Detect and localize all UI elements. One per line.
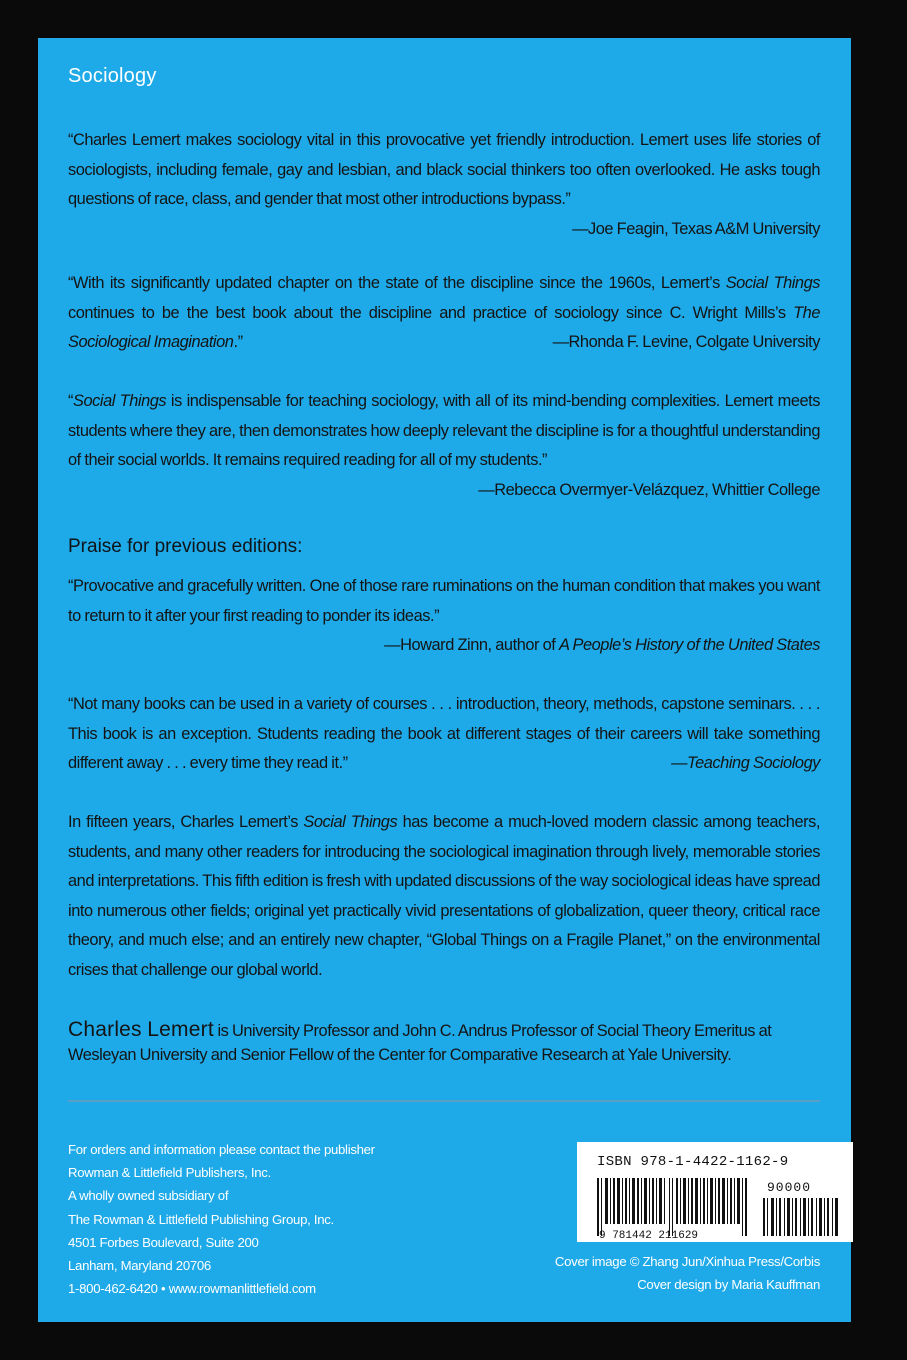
isbn-barcode [577, 1142, 853, 1242]
publisher-line: Rowman & Littlefield Publishers, Inc. [68, 1165, 271, 1181]
price-barcode-icon [763, 1198, 839, 1236]
attribution-prefix: — [671, 754, 688, 772]
quote-attribution [68, 631, 820, 661]
book-description [68, 808, 820, 985]
book-title: The Sociological Imagination [68, 303, 820, 351]
price-code: 90000 [767, 1180, 812, 1195]
previous-quote-1 [68, 572, 820, 661]
attribution-title: A People’s History of the United States [559, 636, 820, 654]
bio-text: is University Professor and John C. Andrus Professor of Social Theory Emeritus at Wesleyan University and Senior Fellow of the Center for Comparative Research at Yale University. [68, 1022, 772, 1064]
quote-attribution: —Rebecca Overmyer-Velázquez, Whittier College [478, 480, 820, 499]
barcode-bars-icon [595, 1178, 755, 1236]
review-quote-3 [68, 387, 820, 505]
publisher-line: 1-800-462-6420 • www.rowmanlittlefield.com [68, 1281, 316, 1297]
publisher-line: Lanham, Maryland 20706 [68, 1258, 211, 1274]
book-title: Social Things [725, 274, 820, 292]
publisher-line: For orders and information please contact the publisher [68, 1142, 375, 1157]
isbn-text: ISBN 978-1-4422-1162-9 [597, 1154, 789, 1170]
publisher-line: The Rowman & Littlefield Publishing Group, Inc. [68, 1211, 334, 1227]
quote-attribution: —Rhonda F. Levine, Colgate University [552, 333, 820, 351]
author-bio [68, 1018, 820, 1067]
divider [68, 1100, 820, 1102]
cover-credits [555, 1250, 820, 1296]
attribution-prefix: —Howard Zinn, author of [384, 636, 560, 654]
quote-text: “ [68, 392, 74, 410]
previous-editions-heading: Praise for previous editions: [68, 536, 303, 557]
book-title: Social Things [73, 392, 167, 410]
cover-design-credit: Cover design by Maria Kauffman [637, 1277, 820, 1292]
review-quote-2 [68, 269, 820, 358]
back-cover [38, 38, 851, 1322]
cover-image-credit: Cover image © Zhang Jun/Xinhua Press/Corbis [554, 1254, 820, 1269]
quote-text: is indispensable for teaching sociology, with all of its mind-bending complexities. Lemert meets students where they are, then demonstrates how deeply relevant the discipline is for a thoughtful understanding of their social worlds. It remains required reading for all of my students.” [68, 392, 820, 469]
quote-text: continues to be the best book about the discipline and practice of sociology since C. Wright Mills’s [68, 303, 794, 322]
description-text: In fifteen years, Charles Lemert’s [68, 813, 304, 831]
review-quote-1 [68, 126, 820, 244]
quote-attribution [671, 749, 820, 779]
quote-text: “With its significantly updated chapter on the state of the discipline since the 1960s, Lemert’s [68, 274, 726, 292]
publisher-line: A wholly owned subsidiary of [68, 1188, 229, 1204]
author-name: Charles Lemert [68, 1018, 214, 1041]
description-text: has become a much-loved modern classic among teachers, students, and many other readers for introducing the sociological imagination through lively, memorable stories and interpretations. This fifth edition is fresh with updated discussions of the way sociological ideas have spread into numerous other fields; original yet practically vivid presentations of globalization, queer theory, critical race theory, and much else; and an entirely new chapter, “Global Things on a Fragile Planet,” on the environmental crises that challenge our global world. [68, 813, 820, 979]
publisher-info [68, 1138, 375, 1300]
quote-text: “Provocative and gracefully written. One of those rare ruminations on the human condition that makes you want to return to it after your first reading to ponder its ideas.” [68, 577, 820, 625]
quote-text: “Not many books can be used in a variety of courses . . . introduction, theory, methods, capstone seminars. . . . This book is an exception. Students reading the book at different stages of their careers will take something different away . . . every time they read it.” [68, 695, 820, 772]
attribution-title: Teaching Sociology [687, 754, 820, 772]
book-title: Social Things [303, 813, 398, 831]
publisher-line: 4501 Forbes Boulevard, Suite 200 [68, 1234, 259, 1250]
previous-quote-2 [68, 690, 820, 779]
category-label: Sociology [68, 65, 157, 87]
quote-text: “Charles Lemert makes sociology vital in this provocative yet friendly introduction. Lemert uses life stories of sociologists, including female, gay and lesbian, and black social thinkers too often overlooked. He asks tough questions of race, class, and gender that most other introductions bypass.” [68, 131, 820, 208]
quote-attribution: —Joe Feagin, Texas A&M University [572, 219, 820, 238]
barcode-number: 9 781442 211629 [599, 1230, 699, 1242]
quote-text: .” [233, 333, 243, 351]
